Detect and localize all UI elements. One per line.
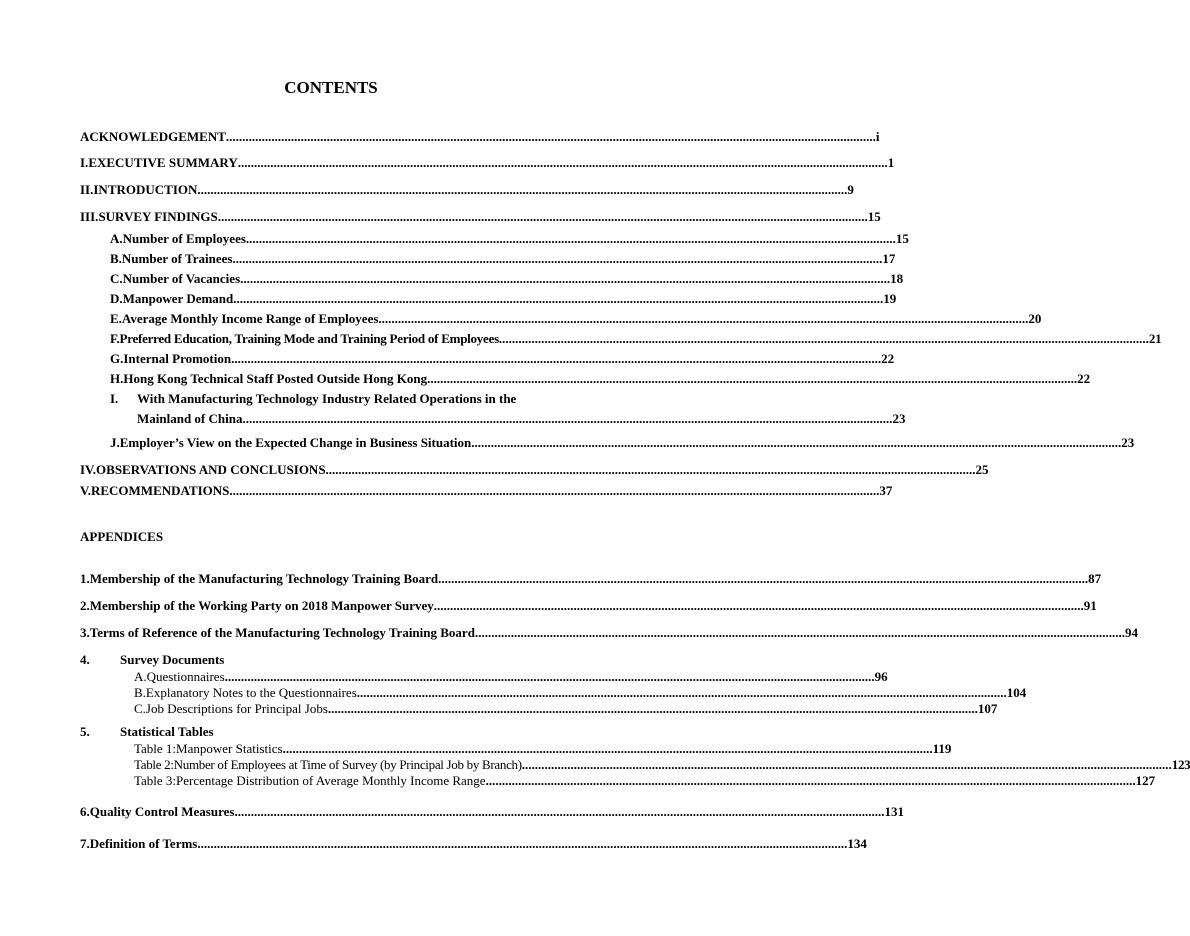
toc-entry-number: C. bbox=[110, 271, 123, 286]
toc-entry-label: Average Monthly Income Range of Employees bbox=[121, 311, 379, 326]
toc-subentry[interactable] bbox=[110, 251, 896, 267]
toc-entry-number: 1. bbox=[80, 571, 90, 586]
leader-dots: ........................................................................................................................................................................................................ bbox=[378, 311, 1029, 326]
toc-entry-label: Internal Promotion bbox=[123, 351, 232, 366]
toc-subentry-line-1[interactable] bbox=[110, 391, 577, 407]
toc-subentry[interactable] bbox=[110, 351, 895, 367]
toc-entry-number: F. bbox=[110, 331, 120, 346]
toc-entry-label: Employer’s View on the Expected Change in Business Situation bbox=[119, 435, 472, 450]
leader-dots: ........................................................................................................................................................................................................ bbox=[217, 209, 868, 224]
toc-entry-page: 37 bbox=[879, 483, 893, 498]
leader-dots: ........................................................................................................................................................................................................ bbox=[433, 598, 1084, 613]
toc-entry-label: Percentage Distribution of Average Monthly Income Range bbox=[176, 773, 486, 788]
toc-entry-page: 17 bbox=[882, 251, 896, 266]
appendix-subentry[interactable] bbox=[134, 773, 1156, 789]
toc-entry-label: Manpower Statistics bbox=[176, 741, 283, 756]
toc-entry-page: 15 bbox=[867, 209, 881, 224]
toc-subentry[interactable] bbox=[110, 371, 1091, 387]
toc-entry-page: 104 bbox=[1006, 685, 1027, 700]
appendix-entry[interactable] bbox=[80, 836, 867, 852]
leader-dots: ........................................................................................................................................................................................................ bbox=[240, 271, 891, 286]
toc-entry-number: A. bbox=[110, 231, 123, 246]
toc-entry-number: B. bbox=[134, 685, 146, 700]
toc-entry-number: A. bbox=[134, 669, 147, 684]
appendix-entry[interactable] bbox=[80, 652, 577, 668]
toc-entry-number: IV. bbox=[80, 462, 97, 477]
toc-entry-number: 2. bbox=[80, 598, 90, 613]
toc-entry-number: 5. bbox=[80, 724, 90, 739]
toc-entry-page: 22 bbox=[881, 351, 895, 366]
appendix-entry[interactable] bbox=[80, 625, 1138, 641]
appendix-entry[interactable] bbox=[80, 804, 904, 820]
toc-entry-label: With Manufacturing Technology Industry Related Operations in the bbox=[137, 391, 517, 406]
leader-dots: ........................................................................................................................................................................................................ bbox=[282, 741, 933, 756]
leader-dots: ........................................................................................................................................................................................................ bbox=[438, 571, 1089, 586]
toc-entry-label: ACKNOWLEDGEMENT bbox=[80, 129, 226, 144]
toc-entry-survey-findings[interactable] bbox=[80, 209, 881, 225]
toc-entry-label: Job Descriptions for Principal Jobs bbox=[145, 701, 328, 716]
toc-entry-label: Manpower Demand bbox=[122, 291, 234, 306]
toc-entry-page: 9 bbox=[847, 182, 854, 197]
appendix-subentry[interactable] bbox=[134, 701, 998, 717]
toc-subentry[interactable] bbox=[110, 435, 1135, 451]
toc-entry-label: SURVEY FINDINGS bbox=[98, 209, 218, 224]
toc-entry-page: 18 bbox=[890, 271, 904, 286]
leader-dots: ........................................................................................................................................................................................................ bbox=[245, 231, 896, 246]
leader-dots: ........................................................................................................................................................................................................ bbox=[498, 331, 1149, 346]
toc-entry-number: C. bbox=[134, 701, 146, 716]
toc-entry-number: 7. bbox=[80, 836, 90, 851]
toc-entry-label: RECOMMENDATIONS bbox=[90, 483, 230, 498]
toc-entry-executive-summary[interactable] bbox=[80, 155, 895, 171]
appendix-subentry[interactable] bbox=[134, 741, 952, 757]
toc-entry-label: Terms of Reference of the Manufacturing Technology Training Board bbox=[89, 625, 475, 640]
toc-entry-number: 6. bbox=[80, 804, 90, 819]
toc-entry-label: Quality Control Measures bbox=[89, 804, 235, 819]
leader-dots: ........................................................................................................................................................................................................ bbox=[474, 625, 1125, 640]
appendix-entry[interactable] bbox=[80, 571, 1102, 587]
toc-entry-page: 25 bbox=[975, 462, 989, 477]
leader-dots: ........................................................................................................................................................................................................ bbox=[471, 435, 1122, 450]
toc-entry-label: Hong Kong Technical Staff Posted Outside Hong Kong bbox=[123, 371, 428, 386]
toc-entry-recommendations[interactable] bbox=[80, 483, 893, 499]
toc-entry-observations[interactable] bbox=[80, 462, 989, 478]
toc-entry-label: Statistical Tables bbox=[120, 724, 214, 739]
appendix-entry[interactable] bbox=[80, 724, 577, 740]
toc-entry-label: Preferred Education, Training Mode and Training Period of Employees bbox=[119, 331, 499, 346]
toc-entry-number: Table 2: bbox=[134, 757, 174, 772]
toc-entry-number: H. bbox=[110, 371, 124, 386]
toc-entry-page: i bbox=[875, 129, 880, 144]
leader-dots: ........................................................................................................................................................................................................ bbox=[231, 351, 882, 366]
toc-entry-number: I. bbox=[110, 391, 119, 406]
toc-entry-label: INTRODUCTION bbox=[93, 182, 198, 197]
leader-dots: ........................................................................................................................................................................................................ bbox=[356, 685, 1007, 700]
toc-entry-page: 127 bbox=[1135, 773, 1156, 788]
leader-dots: ........................................................................................................................................................................................................ bbox=[521, 757, 1172, 772]
toc-entry-label: Definition of Terms bbox=[89, 836, 198, 851]
toc-entry-page: 94 bbox=[1124, 625, 1138, 640]
toc-entry-page: 107 bbox=[977, 701, 998, 716]
leader-dots: ........................................................................................................................................................................................................ bbox=[234, 804, 885, 819]
toc-entry-page: 91 bbox=[1083, 598, 1097, 613]
toc-entry-page: 15 bbox=[895, 231, 909, 246]
toc-entry-page: 96 bbox=[874, 669, 888, 684]
toc-entry-number: D. bbox=[110, 291, 123, 306]
toc-entry-number: 4. bbox=[80, 652, 90, 667]
toc-subentry[interactable] bbox=[110, 331, 1162, 347]
appendix-subentry[interactable] bbox=[134, 669, 888, 685]
appendices-heading: APPENDICES bbox=[80, 529, 164, 544]
leader-dots: ........................................................................................................................................................................................................ bbox=[242, 411, 893, 426]
toc-entry-label: OBSERVATIONS AND CONCLUSIONS bbox=[96, 462, 326, 477]
toc-entry-introduction[interactable] bbox=[80, 182, 854, 198]
toc-entry-number: J. bbox=[110, 435, 120, 450]
toc-subentry[interactable] bbox=[110, 231, 909, 247]
toc-entry-number: Table 1: bbox=[134, 741, 177, 756]
toc-entry-label: Number of Employees bbox=[122, 231, 246, 246]
toc-entry-page: 20 bbox=[1028, 311, 1042, 326]
toc-entry-label: EXECUTIVE SUMMARY bbox=[88, 155, 238, 170]
toc-subentry[interactable] bbox=[110, 271, 904, 287]
leader-dots: ........................................................................................................................................................................................................ bbox=[197, 182, 848, 197]
toc-entry-label: Membership of the Working Party on 2018 Manpower Survey bbox=[89, 598, 434, 613]
toc-entry-label: Membership of the Manufacturing Technology Training Board bbox=[89, 571, 439, 586]
toc-entry-label: Explanatory Notes to the Questionnaires bbox=[145, 685, 357, 700]
toc-entry-label: Questionnaires bbox=[146, 669, 225, 684]
toc-entry-page: 23 bbox=[1121, 435, 1135, 450]
appendix-subentry[interactable] bbox=[134, 685, 1027, 701]
leader-dots: ........................................................................................................................................................................................................ bbox=[233, 291, 884, 306]
leader-dots: ........................................................................................................................................................................................................ bbox=[229, 483, 880, 498]
leader-dots: ........................................................................................................................................................................................................ bbox=[237, 155, 888, 170]
toc-entry-page: 87 bbox=[1088, 571, 1102, 586]
toc-entry-acknowledgement[interactable] bbox=[80, 129, 880, 145]
toc-entry-label: Number of Vacancies bbox=[122, 271, 241, 286]
leader-dots: ........................................................................................................................................................................................................ bbox=[427, 371, 1078, 386]
toc-entry-label: Number of Trainees bbox=[121, 251, 233, 266]
toc-entry-number: I. bbox=[80, 155, 89, 170]
toc-entry-page: 1 bbox=[887, 155, 895, 170]
toc-entry-number: E. bbox=[110, 311, 122, 326]
toc-entry-page: 123 bbox=[1171, 757, 1190, 772]
toc-entry-page: 23 bbox=[892, 411, 906, 426]
toc-entry-label: Mainland of China bbox=[137, 411, 243, 426]
toc-entry-number: Table 3: bbox=[134, 773, 177, 788]
toc-entry-label: Survey Documents bbox=[120, 652, 225, 667]
leader-dots: ........................................................................................................................................................................................................ bbox=[225, 129, 876, 144]
toc-entry-number: V. bbox=[80, 483, 91, 498]
leader-dots: ........................................................................................................................................................................................................ bbox=[327, 701, 978, 716]
toc-entry-number: B. bbox=[110, 251, 122, 266]
page-title: CONTENTS bbox=[284, 78, 378, 97]
leader-dots: ........................................................................................................................................................................................................ bbox=[325, 462, 976, 477]
toc-entry-page: 134 bbox=[847, 836, 867, 851]
toc-subentry[interactable] bbox=[110, 311, 1042, 327]
toc-entry-page: 19 bbox=[883, 291, 897, 306]
toc-entry-number: 3. bbox=[80, 625, 90, 640]
toc-entry-page: 21 bbox=[1148, 331, 1162, 346]
toc-subentry[interactable] bbox=[110, 291, 897, 307]
toc-entry-number: II. bbox=[80, 182, 94, 197]
leader-dots: ........................................................................................................................................................................................................ bbox=[197, 836, 848, 851]
toc-entry-page: 22 bbox=[1077, 371, 1091, 386]
appendix-entry[interactable] bbox=[80, 598, 1097, 614]
toc-entry-page: 119 bbox=[932, 741, 952, 756]
toc-subentry-line-2[interactable] bbox=[137, 411, 906, 427]
leader-dots: ........................................................................................................................................................................................................ bbox=[224, 669, 875, 684]
leader-dots: ........................................................................................................................................................................................................ bbox=[485, 773, 1136, 788]
toc-entry-label: Number of Employees at Time of Survey (by Principal Job by Branch) bbox=[173, 757, 522, 772]
toc-entry-page: 131 bbox=[884, 804, 904, 819]
appendix-subentry[interactable] bbox=[134, 757, 1190, 773]
leader-dots: ........................................................................................................................................................................................................ bbox=[232, 251, 883, 266]
toc-entry-number: III. bbox=[80, 209, 99, 224]
toc-entry-number: G. bbox=[110, 351, 124, 366]
